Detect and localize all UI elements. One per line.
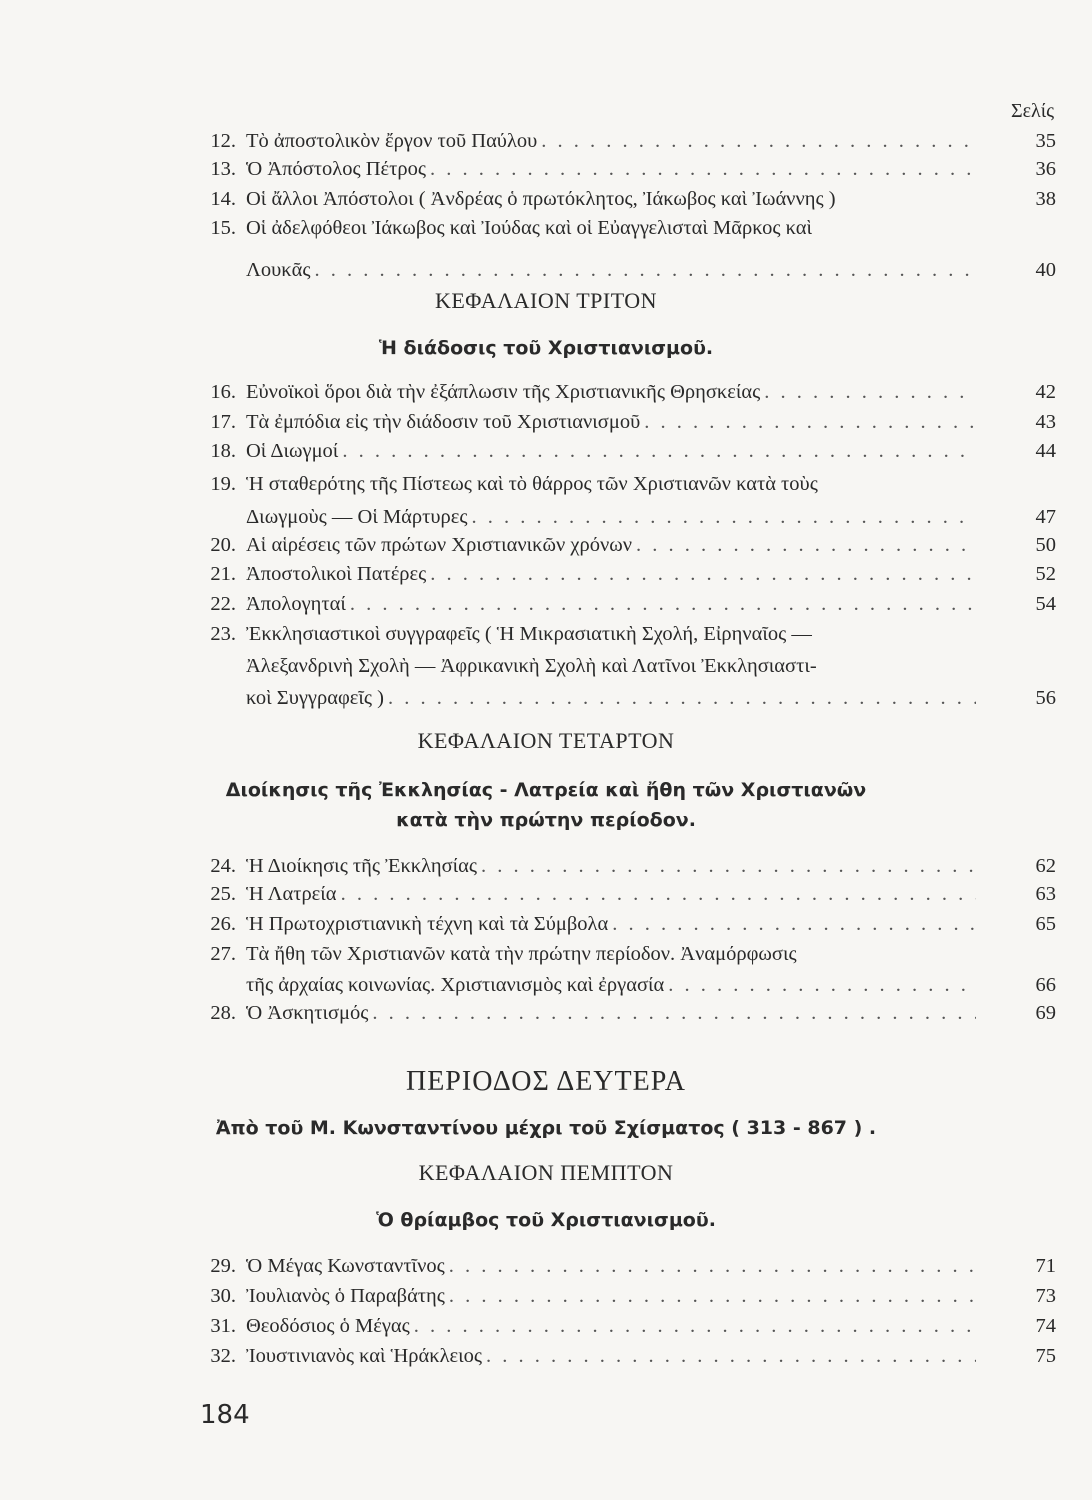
entry-page: 65 bbox=[1035, 913, 1056, 935]
entry-title: Οἱ Διωγμοί bbox=[246, 440, 339, 462]
chapter-4-heading: ΚΕΦΑΛΑΙΟΝ ΤΕΤΑΡΤΟΝ bbox=[417, 728, 675, 753]
entry-page: 50 bbox=[1035, 534, 1056, 556]
entry-page: 40 bbox=[1035, 259, 1056, 281]
entry-page: 43 bbox=[1035, 411, 1056, 433]
entry-number: 18. bbox=[210, 440, 236, 462]
entry-page: 42 bbox=[1035, 381, 1056, 403]
toc-entry-22 bbox=[198, 590, 1056, 618]
entry-title-cont: κοὶ Συγγραφεῖς ) bbox=[246, 687, 384, 709]
entry-title: Ἰουστινιανὸς καὶ Ἡράκλειος bbox=[246, 1345, 483, 1367]
toc-entry-17 bbox=[198, 408, 1056, 436]
leader-dots bbox=[668, 971, 976, 999]
chapter-4-subtitle-line2: κατὰ τὴν πρώτην περίοδον. bbox=[396, 809, 696, 831]
entry-number: 29. bbox=[210, 1255, 236, 1277]
entry-title: Οἱ ἄλλοι Ἀπόστολοι ( Ἀνδρέας ὁ πρωτόκλητος, Ἰάκωβος καὶ Ἰωάννης ) bbox=[246, 188, 836, 210]
entry-number: 25. bbox=[210, 883, 236, 905]
entry-title: Τὰ ἐμπόδια εἰς τὴν διάδοσιν τοῦ Χριστιανισμοῦ bbox=[246, 411, 641, 433]
entry-page: 73 bbox=[1035, 1285, 1056, 1307]
leader-dots bbox=[636, 531, 976, 559]
entry-page: 66 bbox=[1035, 974, 1056, 996]
leader-dots bbox=[644, 408, 976, 436]
entry-page: 63 bbox=[1035, 883, 1056, 905]
entry-number: 19. bbox=[210, 473, 236, 495]
leader-dots bbox=[314, 256, 976, 284]
entry-number: 20. bbox=[210, 534, 236, 556]
entry-number: 23. bbox=[210, 623, 236, 645]
entry-number: 14. bbox=[210, 188, 236, 210]
entry-number: 30. bbox=[210, 1285, 236, 1307]
toc-entry-24 bbox=[198, 852, 1056, 880]
chapter-5-heading: ΚΕΦΑΛΑΙΟΝ ΠΕΜΠΤΟΝ bbox=[418, 1160, 674, 1185]
entry-page: 56 bbox=[1035, 687, 1056, 709]
toc-entry-21 bbox=[198, 560, 1056, 588]
entry-title: Ὁ Ἀσκητισμός bbox=[246, 1002, 369, 1024]
leader-dots bbox=[430, 560, 976, 588]
entry-page: 75 bbox=[1035, 1345, 1056, 1367]
entry-title: Ἡ Πρωτοχριστιανικὴ τέχνη καὶ τὰ Σύμβολα bbox=[246, 913, 609, 935]
entry-number: 17. bbox=[210, 411, 236, 433]
entry-number: 12. bbox=[210, 130, 236, 152]
entry-number: 13. bbox=[210, 158, 236, 180]
toc-entry-32 bbox=[198, 1342, 1056, 1370]
toc-entry-26 bbox=[198, 910, 1056, 938]
chapter-5-subtitle: Ὁ θρίαμβος τοῦ Χριστιανισμοῦ. bbox=[376, 1209, 716, 1231]
leader-dots bbox=[430, 155, 976, 183]
toc-entry-29 bbox=[198, 1252, 1056, 1280]
entry-page: 36 bbox=[1035, 158, 1056, 180]
toc-entry-31 bbox=[198, 1312, 1056, 1340]
toc-entry-28 bbox=[198, 999, 1056, 1027]
entry-title: Ἡ σταθερότης τῆς Πίστεως καὶ τὸ θάρρος τῶν Χριστιανῶν κατὰ τοὺς bbox=[246, 473, 818, 495]
entry-title-cont: Ἀλεξανδρινὴ Σχολὴ — Ἀφρικανικὴ Σχολὴ καὶ Λατῖνοι Ἐκκλησιαστι- bbox=[246, 655, 817, 677]
toc-entry-14 bbox=[198, 185, 1056, 213]
entry-title: Ἀπολογηταί bbox=[246, 593, 346, 615]
toc-entry-18 bbox=[198, 437, 1056, 465]
chapter-3-subtitle: Ἡ διάδοσις τοῦ Χριστιανισμοῦ. bbox=[378, 337, 714, 359]
entry-title: Ἰουλιανὸς ὁ Παραβάτης bbox=[246, 1285, 445, 1307]
entry-number: 21. bbox=[210, 563, 236, 585]
entry-page: 71 bbox=[1035, 1255, 1056, 1277]
period-2-heading: ΠΕΡΙΟΔΟΣ ΔΕΥΤΕΡΑ bbox=[405, 1066, 686, 1097]
entry-number: 28. bbox=[210, 1002, 236, 1024]
entry-title-cont: Λουκᾶς bbox=[246, 259, 311, 281]
entry-number: 27. bbox=[210, 943, 236, 965]
period-2-subtitle: Ἀπὸ τοῦ Μ. Κωνσταντίνου μέχρι τοῦ Σχίσματος ( 313 - 867 ) . bbox=[215, 1117, 877, 1139]
entry-number: 15. bbox=[210, 217, 236, 239]
entry-title: Ἀποστολικοὶ Πατέρες bbox=[246, 563, 427, 585]
chapter-4-subtitle-line1: Διοίκησις τῆς Ἐκκλησίας - Λατρεία καὶ ἤθη τῶν Χριστιανῶν bbox=[225, 779, 867, 801]
toc-entry-13 bbox=[198, 155, 1056, 183]
leader-dots bbox=[414, 1312, 976, 1340]
leader-dots bbox=[388, 684, 976, 712]
entry-title-cont: Διωγμοὺς — Οἱ Μάρτυρες bbox=[246, 506, 468, 528]
entry-title: Ὁ Μέγας Κωνσταντῖνος bbox=[246, 1255, 445, 1277]
leader-dots bbox=[342, 437, 976, 465]
page-number: 184 bbox=[200, 1400, 250, 1430]
entry-title: Ἡ Διοίκησις τῆς Ἐκκλησίας bbox=[246, 855, 478, 877]
entry-number: 16. bbox=[210, 381, 236, 403]
toc-entry-12 bbox=[198, 127, 1056, 155]
entry-number: 31. bbox=[210, 1315, 236, 1337]
toc-entry-25 bbox=[198, 880, 1056, 908]
entry-title: Ἐκκλησιαστικοὶ συγγραφεῖς ( Ἡ Μικρασιατικὴ Σχολή, Εἰρηναῖος — bbox=[246, 623, 812, 645]
toc-entry-19 bbox=[198, 470, 1056, 531]
leader-dots bbox=[612, 910, 976, 938]
toc-entry-27 bbox=[198, 940, 1056, 999]
leader-dots bbox=[372, 999, 976, 1027]
leader-dots bbox=[350, 590, 976, 618]
entry-title: Οἱ ἀδελφόθεοι Ἰάκωβος καὶ Ἰούδας καὶ οἱ Εὐαγγελισταὶ Μᾶρκος καὶ bbox=[246, 217, 813, 239]
entry-number: 24. bbox=[210, 855, 236, 877]
entry-title: Θεοδόσιος ὁ Μέγας bbox=[246, 1315, 410, 1337]
leader-dots bbox=[449, 1282, 976, 1310]
leader-dots bbox=[541, 127, 976, 155]
entry-title: Εὐνοϊκοὶ ὅροι διὰ τὴν ἐξάπλωσιν τῆς Χριστιανικῆς Θρησκείας bbox=[246, 381, 761, 403]
leader-dots bbox=[486, 1342, 976, 1370]
entry-number: 26. bbox=[210, 913, 236, 935]
entry-title: Ἡ Λατρεία bbox=[246, 883, 337, 905]
entry-page: 47 bbox=[1035, 506, 1056, 528]
leader-dots bbox=[449, 1252, 976, 1280]
entry-title: Τὰ ἤθη τῶν Χριστιανῶν κατὰ τὴν πρώτην περίοδον. Ἀναμόρφωσις bbox=[246, 943, 797, 965]
leader-dots bbox=[481, 852, 976, 880]
entry-number: 32. bbox=[210, 1345, 236, 1367]
toc-entry-23 bbox=[198, 620, 1056, 712]
toc-entry-30 bbox=[198, 1282, 1056, 1310]
entry-title: Αἱ αἱρέσεις τῶν πρώτων Χριστιανικῶν χρόνων bbox=[246, 534, 632, 556]
entry-number: 22. bbox=[210, 593, 236, 615]
entry-page: 54 bbox=[1035, 593, 1056, 615]
entry-page: 62 bbox=[1035, 855, 1056, 877]
entry-page: 44 bbox=[1035, 440, 1056, 462]
entry-page: 74 bbox=[1035, 1315, 1056, 1337]
toc-entry-15 bbox=[198, 214, 1056, 284]
entry-page: 35 bbox=[1035, 130, 1056, 152]
entry-title: Τὸ ἀποστολικὸν ἔργον τοῦ Παύλου bbox=[246, 130, 538, 152]
entry-page: 38 bbox=[1035, 188, 1056, 210]
entry-page: 52 bbox=[1035, 563, 1056, 585]
page-column-label: Σελίς bbox=[1010, 100, 1054, 122]
toc-entry-20 bbox=[198, 531, 1056, 559]
entry-title: Ὁ Ἀπόστολος Πέτρος bbox=[246, 158, 426, 180]
leader-dots bbox=[764, 378, 976, 406]
leader-dots bbox=[472, 503, 977, 531]
chapter-3-heading: ΚΕΦΑΛΑΙΟΝ ΤΡΙΤΟΝ bbox=[434, 288, 658, 313]
toc-entry-16 bbox=[198, 378, 1056, 406]
leader-dots bbox=[341, 880, 976, 908]
entry-page: 69 bbox=[1035, 1002, 1056, 1024]
entry-title-cont: τῆς ἀρχαίας κοινωνίας. Χριστιανισμὸς καὶ ἐργασία bbox=[246, 974, 665, 996]
